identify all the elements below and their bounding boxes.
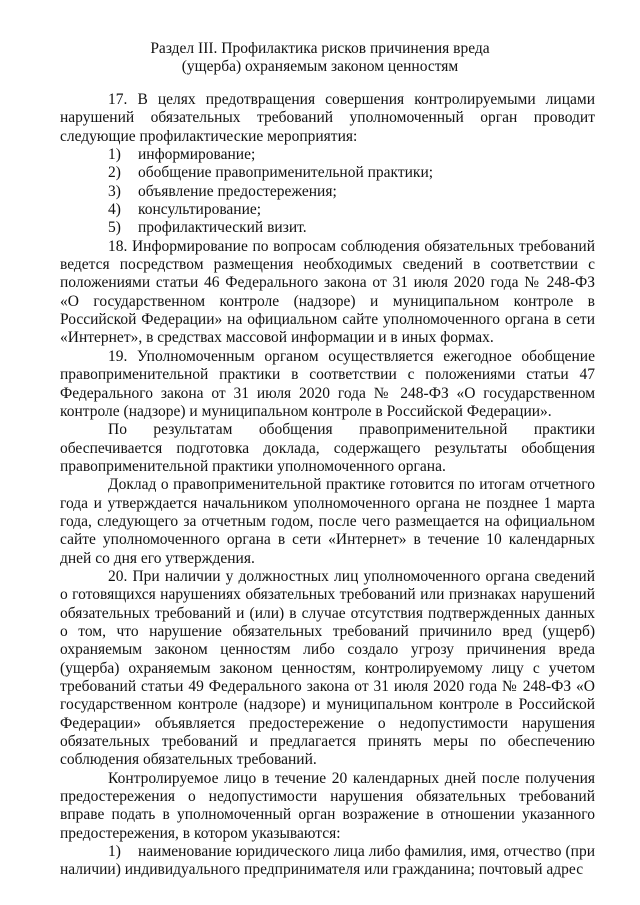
paragraph-19-report: Доклад о правоприменительной практике готовится по итогам отчетного года и утверждается начальником уполномоченного органа не позднее 1 марта года, следующего за отчетным годом, после чего размещается на официальном сайте уполномоченного органа в сети «Интернет» в течение 10 календарных дней со дня его утверждения. [60, 476, 595, 567]
list-item-number: 2) [108, 164, 121, 182]
list-item-text: наименование юридического лица либо фамилия, имя, отчество (при наличии) индивидуального предпринимателя или гражданина; почтовый адрес [60, 843, 595, 879]
list-item-text: профилактический визит. [138, 219, 307, 237]
paragraph-20: 20. При наличии у должностных лиц уполномоченного органа сведений о готовящихся нарушениях обязательных требований или признаках нарушений обязательных требований и (или) в случае отсутствия подтвержденных данных о том, что нарушение обязательных требований причинило вред (ущерб) охраняемым законом ценностям либо создало угрозу причинения вреда (ущерба) охраняемым законом ценностям, контролируемому лицу с учетом требований статьи 49 Федерального закона от 31 июля 2020 года № 248-ФЗ «О государственном контроле (надзоре) и муниципальном контроле в Российской Федерации» объявляется предостережение о недопустимости нарушения обязательных требований и предлагается принять меры по обеспечению соблюдения обязательных требований. [60, 567, 595, 769]
list-item [60, 201, 595, 219]
section-heading [60, 40, 580, 76]
list-item-text: объявление предостережения; [138, 182, 337, 200]
document-body [60, 91, 595, 880]
section-heading-line1: Раздел III. Профилактика рисков причинения вреда [150, 40, 490, 57]
paragraph-19: 19. Уполномоченным органом осуществляется ежегодное обобщение правоприменительной практики в соответствии с положениями статьи 47 Федерального закона от 31 июля 2020 года № 248-ФЗ «О государственном контроле (надзоре) и муниципальном контроле в Российской Федерации». [60, 347, 595, 420]
list-item-number: 5) [108, 219, 121, 237]
list-item [60, 219, 595, 237]
list-item-number: 3) [108, 182, 121, 200]
paragraph-19-results: По результатам обобщения правоприменительной практики обеспечивается подготовка доклада, содержащего результаты обобщения правоприменительной практики уполномоченного органа. [60, 421, 595, 475]
section-heading-line2: (ущерба) охраняемым законом ценностям [181, 58, 459, 75]
list-item-number: 1) [108, 146, 121, 164]
paragraph-17: 17. В целях предотвращения совершения контролируемыми лицами нарушений обязательных требований уполномоченный орган проводит следующие профилактические мероприятия: [60, 91, 595, 145]
list-item-number: 4) [108, 201, 121, 219]
list-item [60, 843, 595, 880]
paragraph-20-objection: Контролируемое лицо в течение 20 календарных дней после получения предостережения о недопустимости нарушения обязательных требований вправе подать в уполномоченный орган возражение в отношении указанного предостережения, в котором указываются: [60, 769, 595, 842]
paragraph-18: 18. Информирование по вопросам соблюдения обязательных требований ведется посредством размещения необходимых сведений в соответствии с положениями статьи 46 Федерального закона от 31 июля 2020 года № 248-ФЗ «О государственном контроле (надзоре) и муниципальном контроле в Российской Федерации» на официальном сайте уполномоченного органа в сети «Интернет», в средствах массовой информации и в иных формах. [60, 237, 595, 347]
list-item-text: консультирование; [138, 201, 262, 219]
list-item [60, 146, 595, 164]
list-item [60, 164, 595, 182]
list-item-text: обобщение правоприменительной практики; [138, 164, 434, 182]
list-item-number: 1) [108, 843, 121, 861]
list-item [60, 183, 595, 201]
list-item-text: информирование; [138, 146, 256, 164]
